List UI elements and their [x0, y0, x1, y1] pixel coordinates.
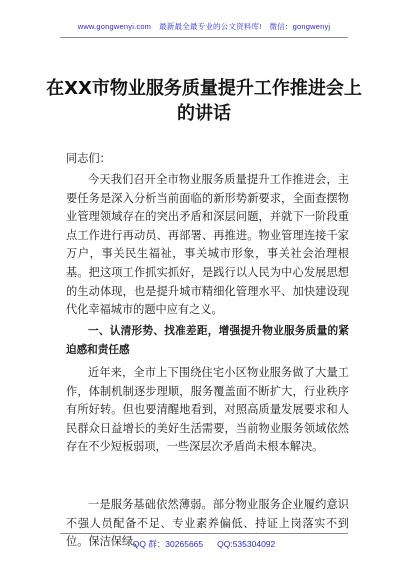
footer-qq-group: QQ 群：30265665 — [132, 539, 204, 549]
paragraph-problem-1: 一是服务基础依然薄弱。部分物业服务企业履约意识不强人员配备不足、专业素养偏低、持证上岗落实不到位。保洁保绿、 — [66, 498, 349, 549]
paragraph-intro: 今天我们召开全市物业服务质量提升工作推进会，主要任务是深入分析当前面临的新形势新要求，全面查摆物业管理领域存在的突出矛盾和深层问题，并就下一阶段重点工作进行再动员、再部署、再推进。物业管理连接千家万户，事关民生福祉，事关城市形象，事关社会治理根基。把这项工作抓实抓好，是践行以人民为中心发展思想的生动体现，也是提升城市精细化管理水平、加快建设现代化幸福城市的题中应有之义。 — [66, 173, 349, 317]
greeting: 同志们： — [66, 152, 111, 165]
document-title: 在XX市物业服务质量提升工作推进会上的讲话 — [46, 78, 362, 124]
header-divider — [60, 37, 348, 38]
paragraph-situation: 近年来，全市上下围绕住宅小区物业服务做了大量工作，体制机制逐步理顺，服务覆盖面不断扩大，行业秩序有所好转。但也要清醒地看到，对照高质量发展要求和人民群众日益增长的美好生活需要，当前物业服务领域依然存在不少短板弱项，一些深层次矛盾尚未根本解决。 — [66, 366, 349, 454]
page-header — [0, 21, 408, 32]
page-footer — [0, 538, 408, 550]
header-wechat: 微信：gongwenyj — [269, 22, 331, 31]
header-slogan: 最新最全最专业的公文资料库! — [159, 22, 262, 31]
footer-divider — [60, 533, 348, 534]
header-website[interactable]: www.gongwenyi.com — [77, 22, 152, 31]
footer-qq: QQ:535304092 — [217, 539, 276, 549]
section-heading: 一、认清形势、找准差距，增强提升物业服务质量的紧迫感和责任感 — [66, 325, 349, 356]
